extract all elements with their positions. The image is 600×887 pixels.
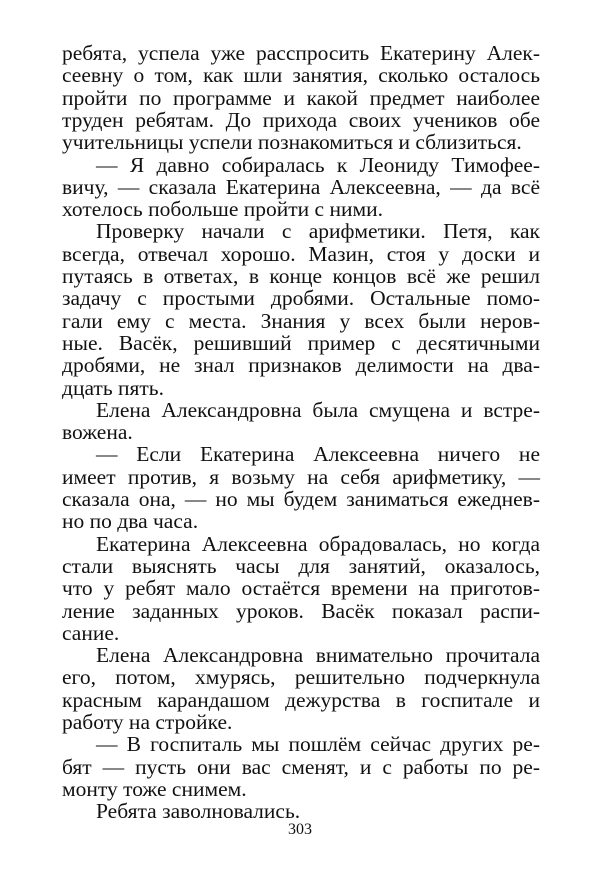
- text-line: путаясь в ответах, в конце концов всё же решил: [62, 264, 540, 288]
- text-line: Ребята заволновались.: [96, 799, 301, 824]
- text-line: его, потом, хмурясь, решительно подчеркнула: [62, 665, 540, 690]
- text-line: учительницы успели познакомиться и сблизиться.: [62, 130, 522, 155]
- text-line: дробями, не знал признаков делимости на два-: [62, 353, 540, 378]
- text-line: работу на стройке.: [62, 710, 233, 734]
- text-line: имеет против, я возьму на себя арифметику, —: [62, 464, 540, 489]
- text-line: Елена Александровна была смущена и встре-: [96, 397, 540, 422]
- text-line: всегда, отвечал хорошо. Мазин, стоя у доски и: [62, 241, 540, 266]
- text-line: пройти по программе и какой предмет наиболее: [62, 85, 540, 110]
- text-line: вожена.: [62, 420, 133, 445]
- text-line: Екатерина Алексеевна обрадовалась, но когда: [96, 531, 540, 556]
- text-line: но по два часа.: [62, 509, 199, 534]
- text-line: — Если Екатерина Алексеевна ничего не: [96, 442, 540, 467]
- text-line: стали выяснять часы для занятий, оказалось,: [62, 553, 540, 578]
- text-line: гали ему с места. Знания у всех были неров-: [62, 308, 540, 333]
- text-line: труден ребятам. До прихода своих учеников обе: [62, 107, 540, 132]
- text-line: что у ребят мало остаётся времени на приготов-: [62, 576, 540, 601]
- text-line: красным карандашом дежурства в госпитале и: [62, 687, 540, 712]
- text-line: монту тоже снимем.: [62, 776, 247, 801]
- text-line: бят — пусть они вас сменят, и с работы по ре-: [62, 754, 540, 779]
- text-line: — Я давно собиралась к Леониду Тимофее-: [96, 152, 540, 177]
- text-line: вичу, — сказала Екатерина Алексеевна, — да всё: [62, 174, 540, 199]
- text-line: сание.: [62, 620, 120, 645]
- text-line: сеевну о том, как шли занятия, сколько осталось: [62, 63, 540, 88]
- text-line: задачу с простыми дробями. Остальные помо-: [62, 286, 540, 311]
- text-line: ление заданных уроков. Васёк показал распи-: [62, 598, 540, 623]
- text-line: ные. Васёк, решивший пример с десятичными: [62, 330, 540, 355]
- text-line: ребята, успела уже расспросить Екатерину Алек-: [62, 41, 540, 65]
- text-line: дцать пять.: [62, 375, 164, 400]
- text-line: хотелось побольше пройти с ними.: [62, 197, 383, 222]
- text-line: Елена Александровна внимательно прочитала: [96, 643, 540, 668]
- text-line: — В госпиталь мы пошлём сейчас других ре-: [96, 732, 540, 757]
- text-line: Проверку начали с арифметики. Петя, как: [96, 219, 540, 244]
- page-number: 303: [288, 821, 312, 838]
- text-line: сказала она, — но мы будем заниматься ежеднев-: [62, 487, 540, 511]
